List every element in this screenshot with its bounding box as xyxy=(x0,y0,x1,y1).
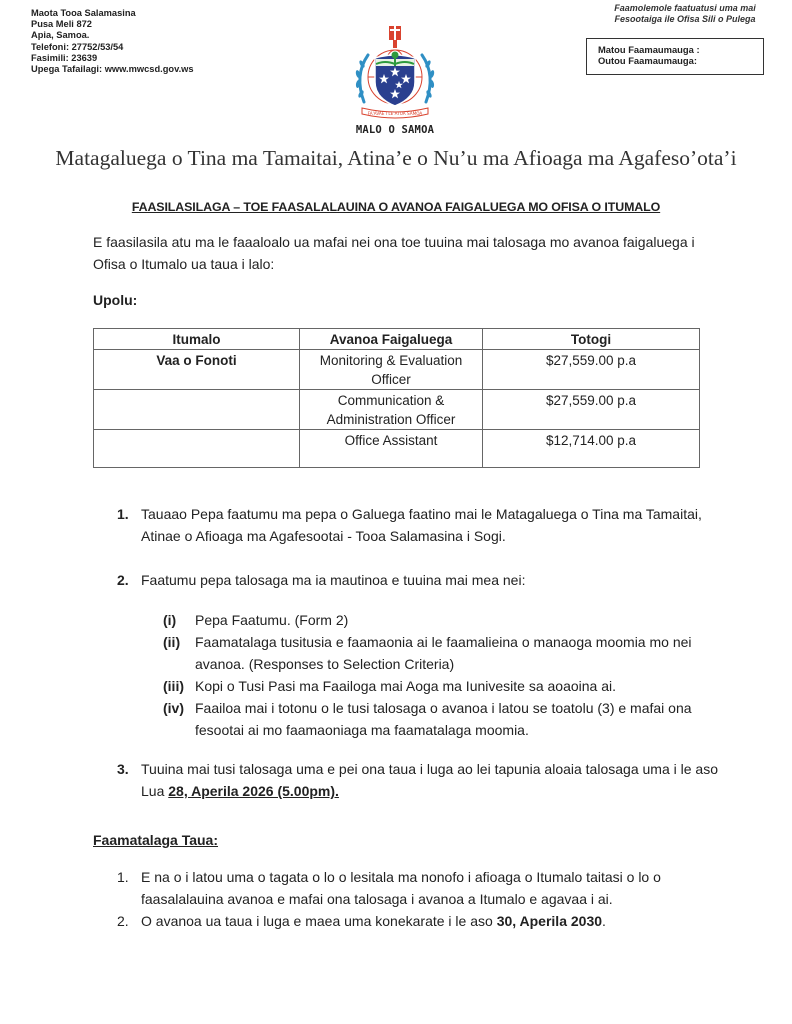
requirement-number: (iii) xyxy=(163,678,184,694)
step-item xyxy=(117,569,737,591)
svg-text:FA'AVAE I LE ATUA SAMOA: FA'AVAE I LE ATUA SAMOA xyxy=(367,111,423,116)
position-line: Administration Officer xyxy=(326,412,456,427)
correspondence-note-line: Faamolemole faatuatusi uma mai xyxy=(614,3,756,13)
step-number: 2. xyxy=(117,572,129,588)
step-text xyxy=(141,758,737,802)
column-header-district: Itumalo xyxy=(94,329,300,350)
note-text xyxy=(141,910,737,932)
government-name-caption: MALO O SAMOA xyxy=(355,124,435,136)
note-text-body: O avanoa ua taua i luga e maea uma konekarate i le aso xyxy=(141,913,497,929)
step-text: Faatumu pepa talosaga ma ia mautinoa e tuuina mai mea nei: xyxy=(141,572,526,588)
notice-heading: FAASILASILAGA – TOE FAASALALAUINA O AVANOA FAIGALUEGA MO OFISA O ITUMALO xyxy=(131,200,661,214)
notes-title: Faamatalaga Taua: xyxy=(93,832,219,848)
column-header-salary: Totogi xyxy=(483,329,700,350)
note-number: 1. xyxy=(117,869,129,885)
coat-of-arms-icon xyxy=(340,20,450,122)
step-text-body: Tuuina mai tusi talosaga uma e pei ona taua i luga ao lei tapunia aloaia talosaga uma i le aso Lua xyxy=(141,761,718,799)
vacancies-table xyxy=(93,328,700,468)
address-line: Fasimili: 23639 xyxy=(31,52,98,63)
step-text: Tauaao Pepa faatumu ma pepa o Galuega faatino mai le Matagaluega o Tina ma Tamaitai, Atinae o Afioaga ma Agafesootai - Tooa Salamasina i Sogi. xyxy=(141,506,702,544)
requirement-text: Faamatalaga tusitusia e faamaonia ai le faamalieina o manaoga moomia mo nei avanoa. (Responses to Selection Criteria) xyxy=(195,634,692,672)
contract-end-date: 30, Aperila 2030 xyxy=(496,913,603,929)
region-label: Upolu: xyxy=(93,292,138,308)
position-cell xyxy=(300,390,483,430)
requirement-number: (ii) xyxy=(163,634,181,650)
address-line: Upega Tafailagi: www.mwcsd.gov.ws xyxy=(31,64,194,75)
samoa-coat-of-arms-logo xyxy=(340,20,450,122)
ministry-name: Matagaluega o Tina ma Tamaitai, Atina’e o Nu’u ma Afioaga ma Agafeso’ota’i xyxy=(55,146,737,170)
requirement-text: Pepa Faatumu. (Form 2) xyxy=(195,612,349,628)
our-reference-label: Matou Faamaumauga : xyxy=(598,44,700,55)
requirement-item xyxy=(163,631,723,675)
step-number: 3. xyxy=(117,761,129,777)
intro-paragraph: E faasilasila atu ma le faaaloalo ua mafai nei ona toe tuuina mai talosaga mo avanoa faigaluega i Ofisa o Itumalo ua taua i lalo: xyxy=(93,234,695,272)
district-cell: Vaa o Fonoti xyxy=(94,350,300,390)
address-line: Maota Tooa Salamasina xyxy=(31,8,136,18)
salary-cell: $27,559.00 p.a xyxy=(483,390,700,430)
table-header-row xyxy=(94,329,700,350)
note-text: E na o i latou uma o tagata o lo o lesitala ma nonofo i afioaga o Itumalo taitasi o lo o faasalalauina avanoa e mafai ona talosaga i avanoa a Itumalo e agavaa i ai. xyxy=(141,869,661,907)
note-item xyxy=(117,910,737,932)
ministry-address xyxy=(31,8,194,75)
requirement-item xyxy=(163,609,723,631)
step-item xyxy=(117,758,737,802)
district-cell xyxy=(94,390,300,430)
requirement-number: (iv) xyxy=(163,700,184,716)
reference-box xyxy=(586,38,764,75)
position-cell: Office Assistant xyxy=(300,430,483,468)
address-line: Apia, Samoa. xyxy=(31,30,90,41)
application-deadline: 28, Aperila 2026 (5.00pm). xyxy=(168,783,339,799)
requirement-item xyxy=(163,697,723,741)
table-row xyxy=(94,350,700,390)
note-item xyxy=(117,866,737,910)
address-line: Telefoni: 27752/53/54 xyxy=(31,41,124,52)
your-reference-label: Outou Faamaumauga: xyxy=(598,55,697,66)
position-line: Communication & xyxy=(337,393,445,408)
requirement-text: Kopi o Tusi Pasi ma Faailoga mai Aoga ma Iunivesite sa aoaoina ai. xyxy=(195,678,617,694)
note-number: 2. xyxy=(117,913,129,929)
table-row xyxy=(94,390,700,430)
table-row xyxy=(94,430,700,468)
column-header-position: Avanoa Faigaluega xyxy=(300,329,483,350)
step-item xyxy=(117,503,737,547)
requirement-text: Faailoa mai i totonu o le tusi talosaga o avanoa i latou se toatolu (3) e mafai ona fesootai ai mo faamaoniaga ma faamatalaga moomia. xyxy=(195,700,692,738)
salary-cell: $12,714.00 p.a xyxy=(483,430,700,468)
note-text-end: . xyxy=(602,913,606,929)
requirements-list xyxy=(163,609,723,741)
step-number: 1. xyxy=(117,506,129,522)
correspondence-note xyxy=(590,3,780,25)
requirement-item xyxy=(163,675,723,697)
position-cell: Monitoring & Evaluation Officer xyxy=(300,350,483,390)
requirement-number: (i) xyxy=(163,612,177,628)
correspondence-note-line: Fesootaiga ile Ofisa Sili o Pulega xyxy=(614,14,756,24)
address-line: Pusa Meli 872 xyxy=(31,19,92,30)
salary-cell: $27,559.00 p.a xyxy=(483,350,700,390)
district-cell xyxy=(94,430,300,468)
